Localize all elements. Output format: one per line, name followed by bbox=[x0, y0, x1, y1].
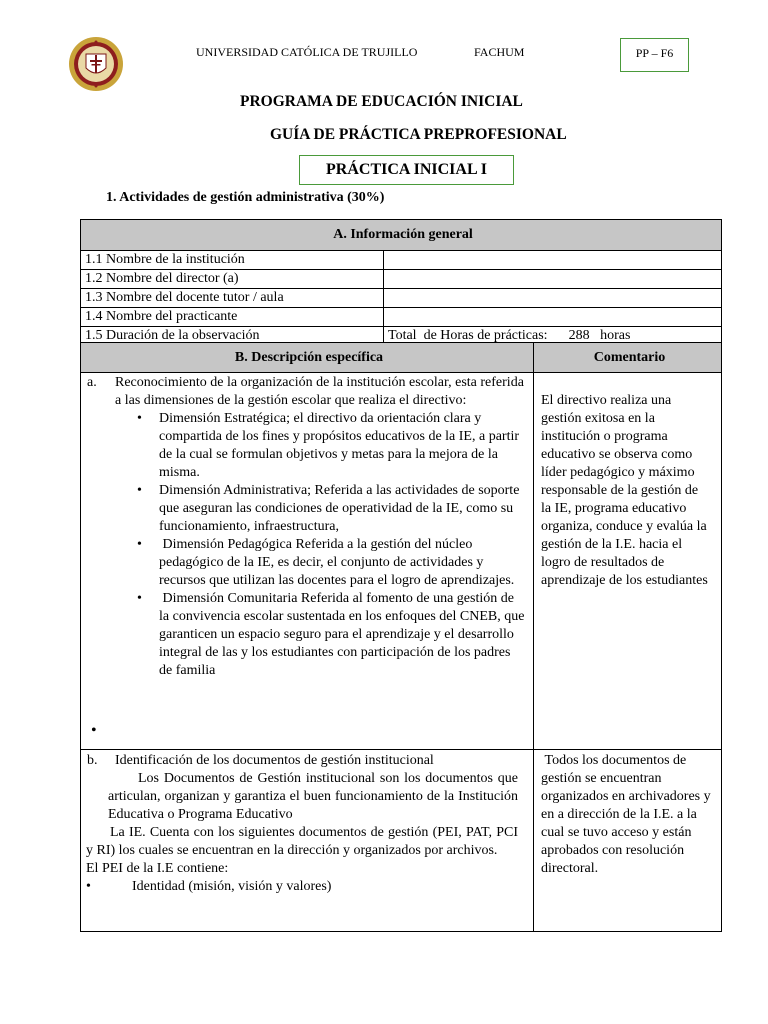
item-b-paragraph-1: Los Documentos de Gestión institucional son los documentos que articulan, organizan y garantiza el buen funcionamiento de la Institución Educativa o Programa Educativo bbox=[108, 771, 518, 822]
item-b-marker: b. bbox=[87, 753, 98, 768]
dimension-community: • Dimensión Comunitaria Referida al fomento de una gestión de la convivencia escolar sustentada en los enfoques del CNEB, que garanticen un espacio seguro para el aprendizaje y el desarrollo integral de las y los estudiantes con participación de los padres de familia bbox=[115, 590, 525, 680]
row-label-practitioner: 1.4 Nombre del practicante bbox=[81, 308, 384, 327]
item-a-marker: a. bbox=[87, 375, 97, 390]
row-value-director bbox=[384, 270, 722, 289]
general-info-table bbox=[80, 219, 722, 346]
item-b-body bbox=[86, 770, 518, 896]
item-b-list-text: Identidad (misión, visión y valores) bbox=[132, 879, 332, 894]
guide-title: GUÍA DE PRÁCTICA PREPROFESIONAL bbox=[270, 126, 567, 143]
item-b-paragraph-2: La IE. Cuenta con los siguientes documentos de gestión (PEI, PAT, PCI y RI) los cuales se encuentran en la dirección y organizados por archivos. bbox=[86, 825, 518, 858]
row-value-practitioner bbox=[384, 308, 722, 327]
university-seal-logo bbox=[68, 36, 124, 92]
dimension-strategic: • Dimensión Estratégica; el directivo da orientación clara y compartida de los fines y propósitos educativos de la IE, a partir de la cual se formulan objetivos y metas para la mejora de la misma. bbox=[115, 410, 525, 482]
general-info-header: A. Información general bbox=[81, 220, 722, 251]
practice-title: PRÁCTICA INICIAL I bbox=[299, 155, 514, 185]
row-label-duration: 1.5 Duración de la observación bbox=[81, 327, 384, 346]
row-value-institution bbox=[384, 251, 722, 270]
faculty-name: FACHUM bbox=[474, 45, 525, 59]
row-value-tutor bbox=[384, 289, 722, 308]
item-b-paragraph-3: El PEI de la I.E contiene: bbox=[86, 861, 229, 876]
item-a-comment: El directivo realiza una gestión exitosa en la institución o programa educativo se observa como líder pedagógico y máximo responsable de la gestión de la IE, programa educativo organiza, conduce y evalúa la gestión de la I.E. hacia el logro de resultados de aprendizaje de los estudiantes bbox=[541, 393, 708, 588]
university-name: UNIVERSIDAD CATÓLICA DE TRUJILLO bbox=[196, 45, 418, 59]
program-title: PROGRAMA DE EDUCACIÓN INICIAL bbox=[240, 93, 523, 110]
item-a-intro: Reconocimiento de la organización de la institución escolar, esta referida a las dimensiones de la gestión escolar que realiza el directivo: bbox=[115, 375, 524, 408]
item-a-content bbox=[115, 374, 528, 680]
empty-bullet: • bbox=[91, 722, 97, 739]
dimension-pedagogical: • Dimensión Pedagógica Referida a la gestión del núcleo pedagógico de la IE, es decir, el conjunto de actividades y recursos que utilizan las docentes para el logro de aprendizajes. bbox=[115, 536, 525, 590]
row-label-director: 1.2 Nombre del director (a) bbox=[81, 270, 384, 289]
item-b-comment: Todos los documentos de gestión se encuentran organizados en archivadores y en a dirección de la I.E. a la cual se tuvo acceso y están aprobados con resolución directoral. bbox=[541, 753, 715, 876]
comment-header: Comentario bbox=[534, 343, 722, 373]
item-b-list-marker: • bbox=[86, 879, 91, 894]
dimension-list bbox=[115, 410, 528, 680]
item-b-title: Identificación de los documentos de gestión institucional bbox=[115, 753, 434, 768]
dimension-administrative: • Dimensión Administrativa; Referida a las actividades de soporte que aseguran las condiciones de operatividad de la IE, como su funcionamiento, infraestructura, bbox=[115, 482, 525, 536]
row-label-tutor: 1.3 Nombre del docente tutor / aula bbox=[81, 289, 384, 308]
section-heading: 1. Actividades de gestión administrativa (30%) bbox=[106, 190, 385, 205]
specific-description-header: B. Descripción específica bbox=[81, 343, 534, 373]
item-b-list-item bbox=[86, 878, 518, 896]
row-label-institution: 1.1 Nombre de la institución bbox=[81, 251, 384, 270]
document-code: PP – F6 bbox=[620, 38, 689, 72]
row-value-duration: Total de Horas de prácticas: 288 horas bbox=[384, 327, 722, 346]
